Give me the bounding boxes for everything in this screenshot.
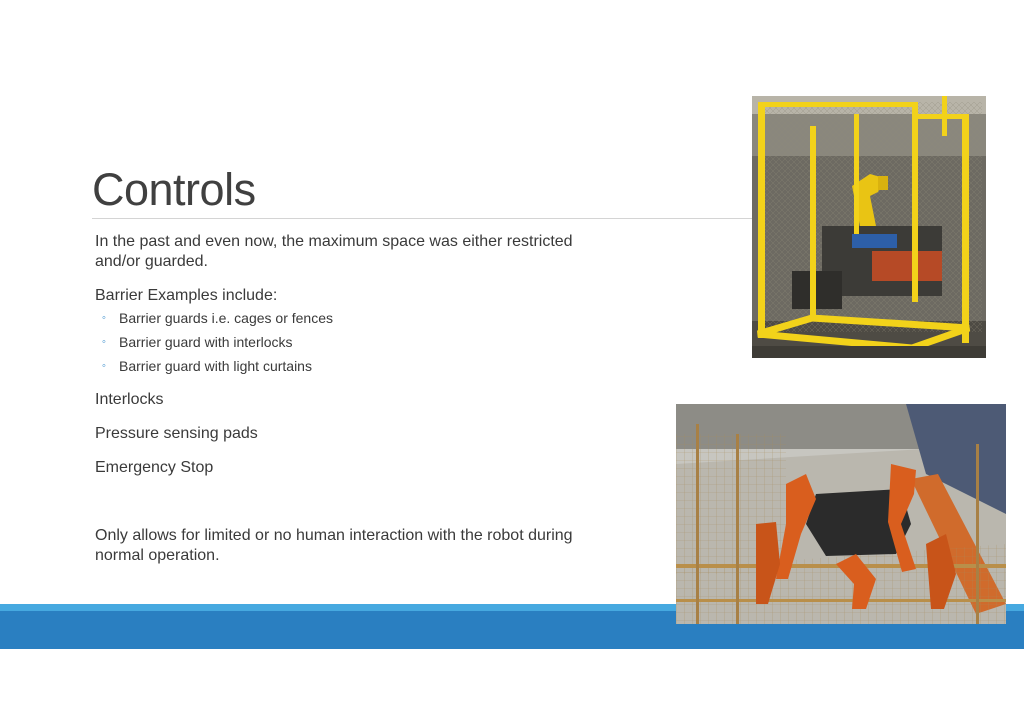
closing-line-2: normal operation. — [95, 547, 220, 564]
list-item — [95, 306, 670, 330]
barrier-heading: Barrier Examples include: — [95, 287, 278, 304]
intro-line-1: In the past and even now, the maximum space was either restricted — [95, 233, 573, 250]
pressure-pads-text: Pressure sensing pads — [95, 425, 258, 442]
title-divider — [92, 218, 754, 219]
emergency-stop-text: Emergency Stop — [95, 459, 214, 476]
circle-bullet-icon: ◦ — [102, 312, 106, 324]
bullet-text: Barrier guards i.e. cages or fences — [119, 310, 333, 326]
slide-title: Controls — [92, 164, 256, 215]
bullet-text: Barrier guard with light curtains — [119, 358, 312, 374]
closing-line-1: Only allows for limited or no human interaction with the robot during — [95, 527, 573, 544]
interlocks-text: Interlocks — [95, 391, 164, 408]
slide-body — [95, 232, 670, 566]
robot-cage-photo — [752, 96, 986, 358]
list-item — [95, 354, 670, 378]
intro-line-2: and/or guarded. — [95, 253, 208, 270]
circle-bullet-icon: ◦ — [102, 336, 106, 348]
robot-assembly-cell-photo — [676, 404, 1006, 624]
barrier-list — [95, 306, 670, 378]
bullet-text: Barrier guard with interlocks — [119, 334, 293, 350]
list-item — [95, 330, 670, 354]
circle-bullet-icon: ◦ — [102, 360, 106, 372]
